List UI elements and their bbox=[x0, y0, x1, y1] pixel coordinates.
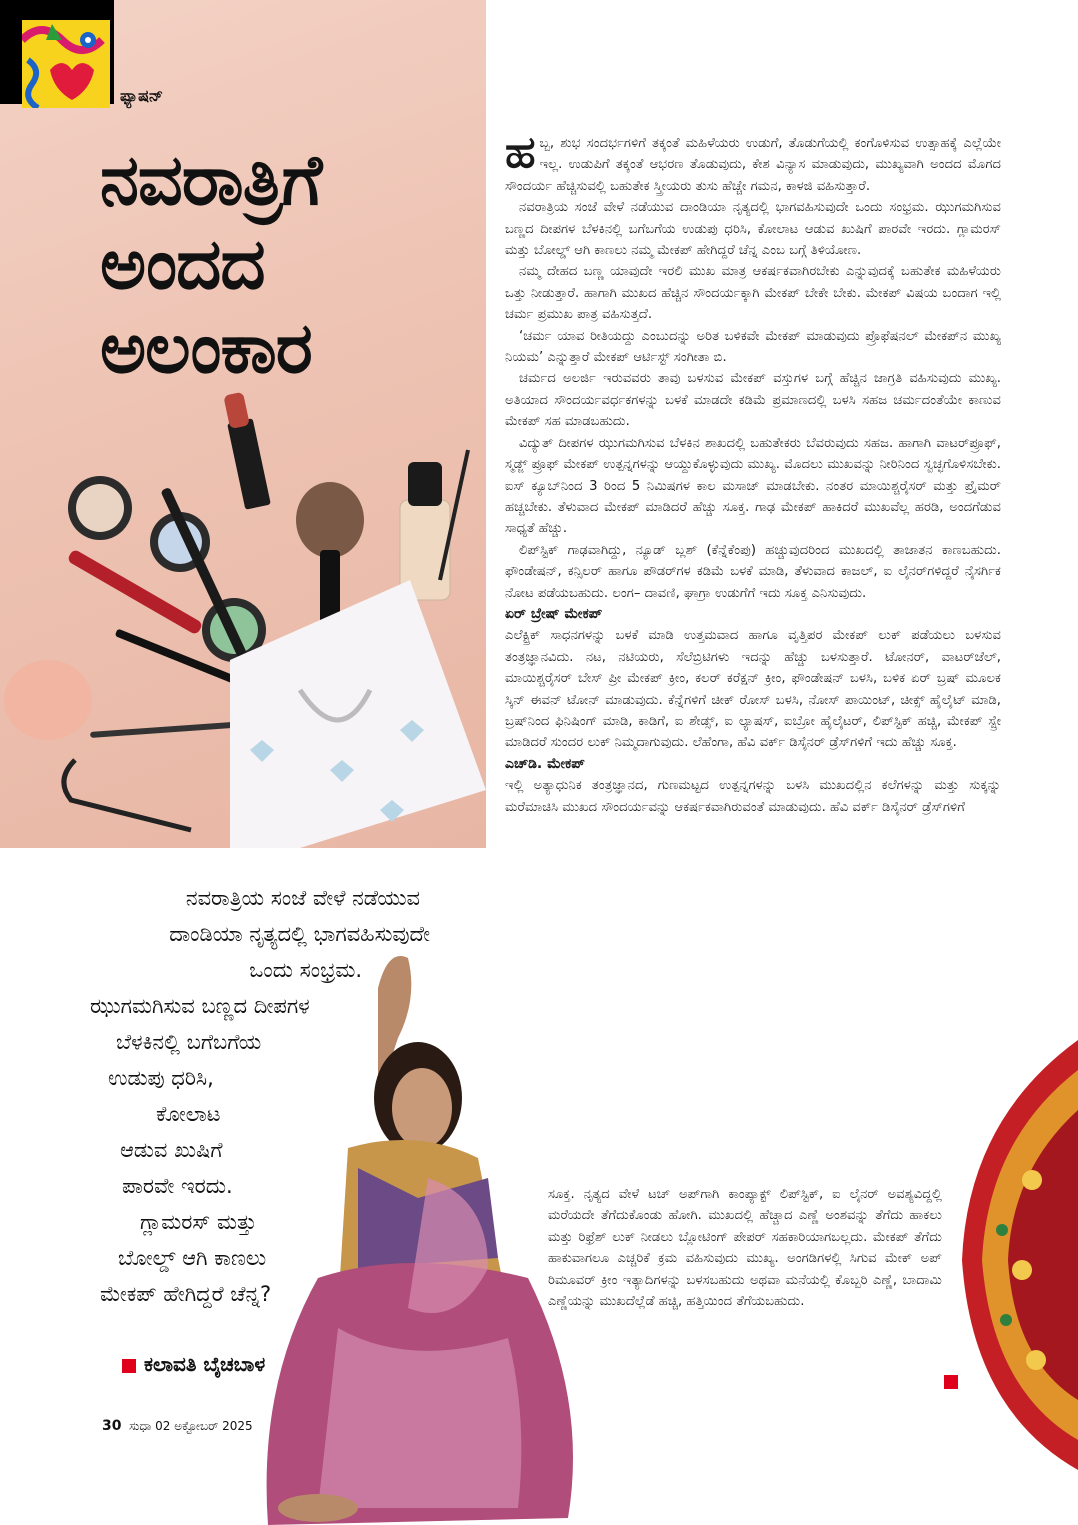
title-line: ಅಲಂಕಾರ bbox=[100, 307, 312, 389]
pull-quote-line: ಬೆಳಕಿನಲ್ಲಿ ಬಗೆಬಗೆಯ bbox=[116, 1030, 262, 1054]
body-paragraph: ಹಬ್ಬ, ಶುಭ ಸಂದರ್ಭಗಳಿಗೆ ತಕ್ಕಂತೆ ಮಹಿಳೆಯರು ಉಡುಗೆ, ತೊಡುಗೆಯಲ್ಲಿ ಕಂಗೊಳಿಸುವ ಉತ್ಸಾಹಕ್ಕೆ ಎಲ್ಲೆಯೇ ಇಲ್ಲ. ಉಡುಪಿಗೆ ತಕ್ಕಂತೆ ಆಭರಣ ತೊಡುವುದು, ಕೇಶ ವಿನ್ಯಾಸ ಮಾಡುವುದು, ಮುಖ್ಯವಾಗಿ ಅಂದದ ಮೊಗದ ಸೌಂದರ್ಯ ಹೆಚ್ಚಿಸುವಲ್ಲಿ ಬಹುತೇಕ ಸ್ತ್ರೀಯರು ತುಸು ಹೆಚ್ಚೇ ಗಮನ, ಕಾಳಜಿ ವಹಿಸುತ್ತಾರೆ. bbox=[505, 127, 1001, 194]
end-mark bbox=[944, 1375, 958, 1389]
title-line: ನವರಾತ್ರಿಗೆ bbox=[100, 139, 322, 221]
folio bbox=[102, 1418, 253, 1434]
body-paragraph: ಸೂಕ್ತ. ನೃತ್ಯದ ವೇಳೆ ಟಚ್ ಅಪ್‌ಗಾಗಿ ಕಾಂಪ್ಯಾಕ್ಟ್ ಲಿಪ್‌ಸ್ಟಿಕ್, ಐ ಲೈನರ್ ಅವಶ್ಯವಿದ್ದಲ್ಲಿ ಮರೆಯದೇ ತೆಗೆದುಕೊಂಡು ಹೋಗಿ. ಮುಖದಲ್ಲಿ ಹೆಚ್ಚಾದ ಎಣ್ಣೆ ಅಂಶವನ್ನು ತೆಗೆದು ಹಾಕಲು ಮತ್ತು ರಿಫ್ರೆಶ್ ಲುಕ್ ನೀಡಲು ಬ್ಲೋಟಿಂಗ್ ಪೇಪರ್ ಸಹಕಾರಿಯಾಗಬಲ್ಲದು. ಮೇಕಪ್ ತೆಗೆದು ಹಾಕುವಾಗಲೂ ಎಚ್ಚರಿಕೆ ಕ್ರಮ ವಹಿಸುವುದು ಮುಖ್ಯ. ಅಂಗಡಿಗಳಲ್ಲಿ ಸಿಗುವ ಮೇಕ್ ಅಪ್ ರಿಮೂವರ್ ಕ್ರೀಂ ಇತ್ಯಾದಿಗಳನ್ನು ಬಳಸಬಹುದು ಅಥವಾ ಮನೆಯಲ್ಲಿ ಕೊಬ್ಬರಿ ಎಣ್ಣೆ, ಬಾದಾಮಿ ಎಣ್ಣೆಯನ್ನು ಮುಖದೆಲ್ಲೆಡೆ ಹಚ್ಚಿ, ಹತ್ತಿಯಿಂದ ತೆಗೆಯಬಹುದು. bbox=[548, 1187, 942, 1310]
byline bbox=[122, 1352, 265, 1376]
page-number: 30 bbox=[102, 1418, 122, 1434]
pull-quote-line: ಉಡುಪು ಧರಿಸಿ, bbox=[108, 1066, 214, 1090]
section-logo bbox=[22, 20, 110, 108]
section-label: ಫ್ಯಾಷನ್ bbox=[120, 86, 164, 105]
body-paragraph: ನಮ್ಮ ದೇಹದ ಬಣ್ಣ ಯಾವುದೇ ಇರಲಿ ಮುಖ ಮಾತ್ರ ಆಕರ್ಷಕವಾಗಿರಬೇಕು ಎನ್ನುವುದಕ್ಕೆ ಬಹುತೇಕ ಮಹಿಳೆಯರು ಒತ್ತು ನೀಡುತ್ತಾರೆ. ಹಾಗಾಗಿ ಮುಖದ ಹೆಚ್ಚಿನ ಸೌಂದರ್ಯಕ್ಕಾಗಿ ಮೇಕಪ್ ಬೇಕೇ ಬೇಕು. ಮೇಕಪ್ ವಿಷಯ ಬಂದಾಗ ಇಲ್ಲಿ ಚರ್ಮ ಪ್ರಮುಖ ಪಾತ್ರ ವಹಿಸುತ್ತದೆ. bbox=[505, 264, 1001, 323]
pull-quote-line: ಝುಗಮಗಿಸುವ ಬಣ್ಣದ ದೀಪಗಳ bbox=[90, 994, 310, 1018]
pull-quote-line: ದಾಂಡಿಯಾ ನೃತ್ಯದಲ್ಲಿ ಭಾಗವಹಿಸುವುದೇ bbox=[169, 922, 430, 946]
body-paragraph: ನವರಾತ್ರಿಯ ಸಂಜೆ ವೇಳೆ ನಡೆಯುವ ದಾಂಡಿಯಾ ನೃತ್ಯದಲ್ಲಿ ಭಾಗವಹಿಸುವುದೇ ಒಂದು ಸಂಭ್ರಮ. ಝುಗಮಗಿಸುವ ಬಣ್ಣದ ದೀಪಗಳ ಬೆಳಕಿನಲ್ಲಿ ಬಗೆಬಗೆಯ ಉಡುಪು ಧರಿಸಿ, ಕೋಲಾಟ ಆಡುವ ಖುಷಿಗೆ ಪಾರವೇ ಇರದು. ಗ್ಲಾಮರಸ್ ಮತ್ತು ಬೋಲ್ಡ್ ಆಗಿ ಕಾಣಲು ನಮ್ಮ ಮೇಕಪ್ ಹೇಗಿದ್ದರೆ ಚೆನ್ನ ಎಂಬ ಬಗ್ಗೆ ತಿಳಿಯೋಣ. bbox=[505, 200, 1001, 259]
pull-quote-line: ನವರಾತ್ರಿಯ ಸಂಜೆ ವೇಳೆ ನಡೆಯುವ bbox=[185, 886, 420, 910]
title-line: ಅಂದದ bbox=[100, 223, 265, 305]
pull-quote-line: ಕೋಲಾಟ bbox=[156, 1102, 221, 1126]
dandiya-umbrella bbox=[962, 1040, 1078, 1470]
body-paragraph: ಇಲ್ಲಿ ಅತ್ಯಾಧುನಿಕ ತಂತ್ರಜ್ಞಾನದ, ಗುಣಮಟ್ಟದ ಉತ್ಪನ್ನಗಳನ್ನು ಬಳಸಿ ಮುಖದಲ್ಲಿನ ಕಲೆಗಳನ್ನು ಮತ್ತು ಸುಕ್ಕನ್ನು ಮರೆಮಾಚಿಸಿ ಮುಖದ ಸೌಂದರ್ಯವನ್ನು ಆಕರ್ಷಕವಾಗಿರುವಂತೆ ಮಾಡುವುದು. ಹೆವಿ ವರ್ಕ್ ಡಿಸೈನರ್ ಡ್ರೆಸ್‌ಗಳಿಗೆ bbox=[505, 778, 1001, 815]
cosmetics-illustration bbox=[0, 330, 486, 848]
subheading-hd: ಎಚ್‌ಡಿ. ಮೇಕಪ್ bbox=[505, 755, 585, 772]
pull-quote-line: ಬೋಲ್ಡ್ ಆಗಿ ಕಾಣಲು bbox=[118, 1246, 267, 1270]
pull-quote bbox=[90, 880, 440, 1312]
byline-marker bbox=[122, 1359, 136, 1373]
pull-quote-line: ಆಡುವ ಖುಷಿಗೆ bbox=[120, 1138, 223, 1162]
body-paragraph: ಎಲೆಕ್ಟ್ರಿಕ್ ಸಾಧನಗಳನ್ನು ಬಳಕೆ ಮಾಡಿ ಉತ್ತಮವಾದ ಹಾಗೂ ವೃತ್ತಿಪರ ಮೇಕಪ್ ಲುಕ್ ಪಡೆಯಲು ಬಳಸುವ ತಂತ್ರಜ್ಞಾನವಿದು. ನಟ, ನಟಿಯರು, ಸೆಲೆಬ್ರಿಟಿಗಳು ಇದನ್ನು ಹೆಚ್ಚು ಬಳಸುತ್ತಾರೆ. ಟೋನರ್, ವಾಟರ್‌ಜೆಲ್, ಮಾಯಿಶ್ಚರೈಸರ್ ಬೇಸ್ ಪ್ರೀ ಮೇಕಪ್ ಕ್ರೀಂ, ಕಲರ್ ಕರೆಕ್ಷನ್ ಕ್ರೀಂ, ಫೌಂಡೇಷನ್ ಬಳಸಿ, ಬಳಿಕ ಏರ್ ಬ್ರಷ್ ಮೂಲಕ ಸ್ಕಿನ್ ಈವನ್ ಟೋನ್ ಮಾಡುವುದು. ಕೆನ್ನೆಗಳಿಗೆ ಚೀಕ್ ರೋಸ್ ಬಳಸಿ, ನೋಸ್ ಪಾಯಿಂಟ್, ಚೀಕ್ಸ್ ಹೈಲೈಟ್ ಮಾಡಿ, ಬ್ರಷ್‌ನಿಂದ ಫಿನಿಷಿಂಗ್ ಮಾಡಿ, ಕಾಡಿಗೆ, ಐ ಶೇಡ್ಸ್, ಐ ಲ್ಯಾಷಸ್, ಐಬ್ರೋ ಹೈಲೈಟರ್, ಲಿಪ್‌ಸ್ಟಿಕ್ ಹಚ್ಚಿ, ಮೇಕಪ್ ಸ್ಪ್ರೇ ಮಾಡಿದರೆ ಸುಂದರ ಲುಕ್ ನಿಮ್ಮದಾಗುವುದು. ಲೆಹೆಂಗಾ, ಹೆವಿ ವರ್ಕ್ ಡಿಸೈನರ್ ಡ್ರೆಸ್‌ಗಳಿಗೆ ಇದು ಹೆಚ್ಚು ಸೂಕ್ತ. bbox=[505, 628, 1001, 751]
folio-text: ಸುಧಾ 02 ಅಕ್ಟೋಬರ್ 2025 bbox=[129, 1419, 253, 1433]
body-paragraph: ‘ಚರ್ಮ ಯಾವ ರೀತಿಯದ್ದು ಎಂಬುದನ್ನು ಅರಿತ ಬಳಿಕವೇ ಮೇಕಪ್ ಮಾಡುವುದು ಪ್ರೊಫೆಷನಲ್ ಮೇಕಪ್‌ನ ಮುಖ್ಯ ನಿಯಮ’ ಎನ್ನುತ್ತಾರೆ ಮೇಕಪ್ ಆರ್ಟಿಸ್ಟ್ ಸಂಗೀತಾ ಬಿ. bbox=[505, 328, 1001, 366]
pull-quote-line: ಮೇಕಪ್ ಹೇಗಿದ್ದರೆ ಚೆನ್ನ? bbox=[100, 1282, 272, 1306]
article-body bbox=[505, 127, 1001, 818]
article-title bbox=[100, 138, 321, 390]
drop-cap: ಹ bbox=[505, 127, 536, 178]
pull-quote-line: ಗ್ಲಾಮರಸ್ ಮತ್ತು bbox=[140, 1210, 257, 1234]
subheading-airbrush: ಏರ್ ಬ್ರೇಷ್ ಮೇಕಪ್ bbox=[505, 605, 603, 622]
body-paragraph: ವಿದ್ಯುತ್ ದೀಪಗಳ ಝುಗಮಗಿಸುವ ಬೆಳಕಿನ ಶಾಖದಲ್ಲಿ ಬಹುತೇಕರು ಬೆವರುವುದು ಸಹಜ. ಹಾಗಾಗಿ ವಾಟರ್‌ಪ್ರೂಫ್, ಸ್ಮಡ್ಜ್ ಪ್ರೂಫ್ ಮೇಕಪ್ ಉತ್ಪನ್ನಗಳನ್ನು ಆಯ್ದುಕೊಳ್ಳುವುದು ಮುಖ್ಯ. ಮೊದಲು ಮುಖವನ್ನು ನೀರಿನಿಂದ ಸ್ವಚ್ಛಗೊಳಿಸಬೇಕು. ಐಸ್ ಕ್ಯೂಬ್‌ನಿಂದ 3 ರಿಂದ 5 ನಿಮಿಷಗಳ ಕಾಲ ಮಸಾಜ್ ಮಾಡಬೇಕು. ನಂತರ ಮಾಯಿಶ್ಚರೈಸರ್ ಮತ್ತು ಪ್ರೈಮರ್ ಹಚ್ಚಬೇಕು. ತೆಳುವಾದ ಮೇಕಪ್ ಮಾಡಿದರೆ ಹೆಚ್ಚು ಸೂಕ್ತ. ಗಾಢ ಮೇಕಪ್ ಹಾಕಿದರೆ ಮುಖವೆಲ್ಲ ಹರಡಿ, ಅಂದಗೆಡುವ ಸಾಧ್ಯತೆ ಹೆಚ್ಚು. bbox=[505, 435, 1001, 537]
pull-quote-line: ಪಾರವೇ ಇರದು. bbox=[122, 1174, 233, 1198]
pull-quote-line: ಒಂದು ಸಂಭ್ರಮ. bbox=[249, 958, 362, 982]
body-paragraph: ಲಿಪ್‌ಸ್ಟಿಕ್ ಗಾಢವಾಗಿದ್ದು, ನ್ಯೂಡ್ ಬ್ಲಶ್ (ಕೆನ್ನೆಕೆಂಪು) ಹಚ್ಚುವುದರಿಂದ ಮುಖದಲ್ಲಿ ತಾಜಾತನ ಕಾಣಬಹುದು. ಫೌಂಡೇಷನ್, ಕನ್ಸಿಲರ್ ಹಾಗೂ ಪೌಡರ್‌ಗಳ ಕಡಿಮೆ ಬಳಕೆ ಮಾಡಿ, ತೆಳುವಾದ ಕಾಜಲ್, ಐ ಲೈನರ್‌ಗಳಿದ್ದರೆ ನೈಸರ್ಗಿಕ ನೋಟ ಪಡೆಯಬಹುದು. ಲಂಗ– ದಾವಣಿ, ಘಾಗ್ರಾ ಉಡುಗೆಗೆ ಇದು ಸೂಕ್ತ ಎನಿಸುವುದು. bbox=[505, 542, 1001, 601]
author-name: ಕಲಾವತಿ ಬೈಚಬಾಳ bbox=[144, 1352, 266, 1376]
body-paragraph: ಚರ್ಮದ ಅಲರ್ಜಿ ಇರುವವರು ತಾವು ಬಳಸುವ ಮೇಕಪ್ ವಸ್ತುಗಳ ಬಗ್ಗೆ ಹೆಚ್ಚಿನ ಜಾಗ್ರತಿ ವಹಿಸುವುದು ಮುಖ್ಯ. ಅತಿಯಾದ ಸೌಂದರ್ಯವರ್ಧಕಗಳನ್ನು ಬಳಕೆ ಮಾಡದೇ ಕಡಿಮೆ ಪ್ರಮಾಣದಲ್ಲಿ ಬಳಸಿ ಸಹಜ ಚರ್ಮದಂತೆಯೇ ಕಾಣುವ ಮೇಕಪ್ ಸಹ ಮಾಡಬಹುದು. bbox=[505, 371, 1001, 430]
